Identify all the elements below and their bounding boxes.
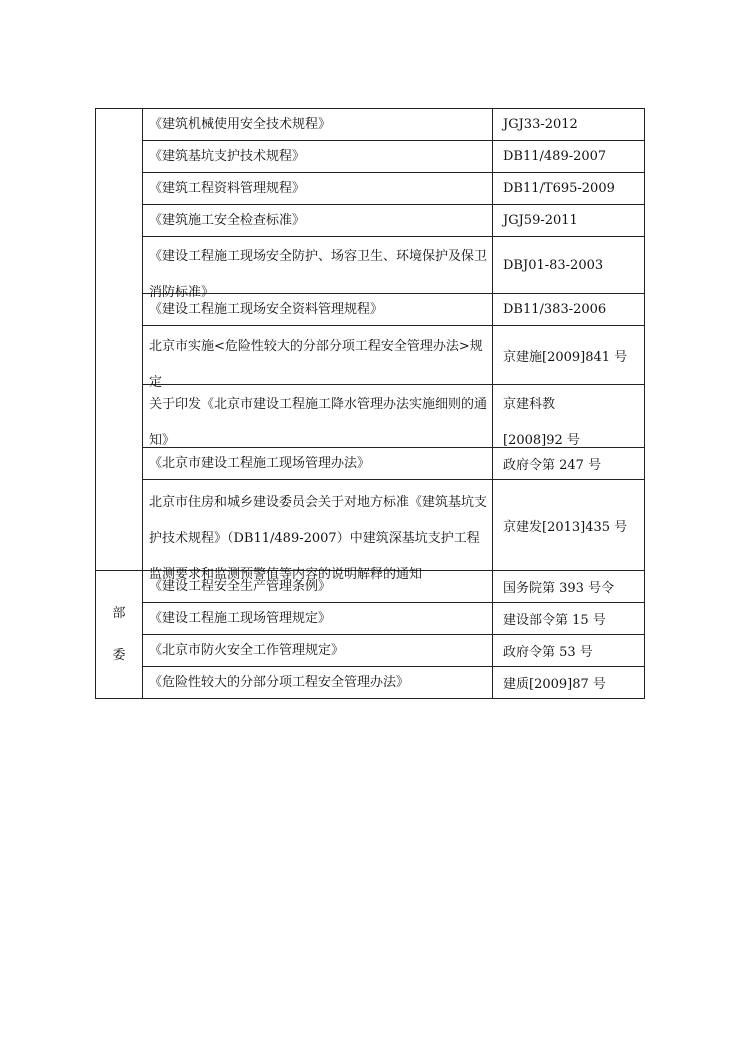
regulation-name: 关于印发《北京市建设工程施工降水管理办法实施细则的通知》	[143, 385, 493, 448]
regulation-name: 北京市实施<危险性较大的分部分项工程安全管理办法>规定	[143, 326, 493, 385]
regulation-name: 《危险性较大的分部分项工程安全管理办法》	[143, 667, 493, 699]
regulation-name: 《建筑施工安全检查标准》	[143, 205, 493, 237]
regulation-code: 政府令第 247 号	[493, 448, 645, 480]
regulation-name: 《建设工程施工现场安全防护、场容卫生、环境保护及保卫消防标准》	[143, 237, 493, 294]
regulation-code: DB11/T695-2009	[493, 173, 645, 205]
category-char-2: 委	[112, 647, 126, 663]
regulation-code: DB11/489-2007	[493, 141, 645, 173]
category-cell-ministry	[96, 571, 143, 699]
regulation-name: 北京市住房和城乡建设委员会关于对地方标准《建筑基坑支护技术规程》（DB11/489-2007）中建筑深基坑支护工程监测要求和监测预警值等内容的说明解释的通知	[143, 480, 493, 571]
regulation-name: 《建筑基坑支护技术规程》	[143, 141, 493, 173]
category-cell-empty	[96, 109, 143, 571]
regulation-code: 国务院第 393 号令	[493, 571, 645, 603]
regulation-name: 《北京市防火安全工作管理规定》	[143, 635, 493, 667]
regulation-name: 《建设工程安全生产管理条例》	[143, 571, 493, 603]
regulation-code: 京建科教[2008]92 号	[493, 385, 645, 448]
regulation-name: 《建筑机械使用安全技术规程》	[143, 109, 493, 141]
regulation-code: 建质[2009]87 号	[493, 667, 645, 699]
regulation-name: 《北京市建设工程施工现场管理办法》	[143, 448, 493, 480]
regulation-code: 政府令第 53 号	[493, 635, 645, 667]
regulations-table	[95, 108, 645, 699]
regulation-code: DB11/383-2006	[493, 294, 645, 326]
regulation-code: JGJ33-2012	[493, 109, 645, 141]
category-char-1: 部	[112, 605, 126, 621]
regulation-code: 建设部令第 15 号	[493, 603, 645, 635]
regulation-name: 《建设工程施工现场安全资料管理规程》	[143, 294, 493, 326]
regulation-code: DBJ01-83-2003	[493, 237, 645, 294]
regulation-name: 《建设工程施工现场管理规定》	[143, 603, 493, 635]
regulation-code: 京建发[2013]435 号	[493, 480, 645, 571]
regulation-name: 《建筑工程资料管理规程》	[143, 173, 493, 205]
regulation-code: JGJ59-2011	[493, 205, 645, 237]
regulation-code: 京建施[2009]841 号	[493, 326, 645, 385]
